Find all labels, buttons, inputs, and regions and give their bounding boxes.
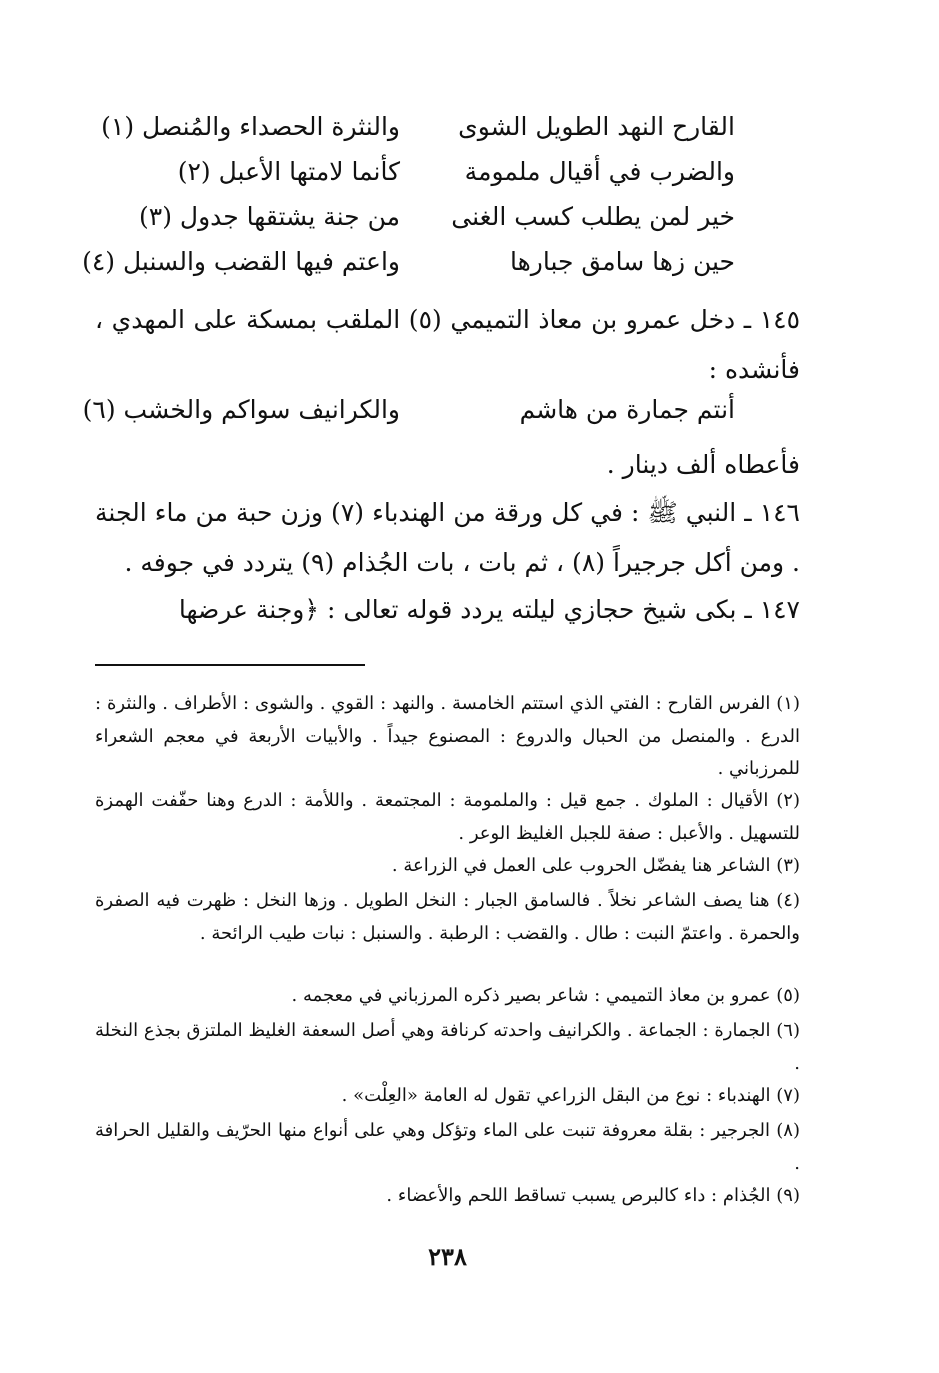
entry-145: ١٤٥ ـ دخل عمرو بن معاذ التميمي (٥) الملقب بمسكة على المهدي ، فأنشده :	[95, 305, 801, 384]
verse-line	[95, 202, 735, 242]
verse-second-hemistich: والنثرة الحصداء والمُنصل (١)	[101, 112, 400, 141]
verse-second-hemistich: كأنما لامتها الأعبل (٢)	[177, 157, 400, 186]
verse-first-hemistich: أنتم جمارة من هاشم	[519, 395, 735, 424]
verse-second-hemistich: والكرانيف سواكم والخشب (٦)	[82, 395, 400, 424]
footnote-8: (٨) الجرجير : بقلة معروفة تنبت على الماء وتؤكل وهي على أنواع منها الحرّيف والقليل الحرافة .	[95, 1120, 800, 1174]
footnote-2: (٢) الأقيال : الملوك . جمع قيل : والملمومة : المجتمعة . واللأمة : الدرع وهنا حفّفت الهمزة للتسهيل . والأعبل : صفة للجبل الغليظ الوعر .	[95, 790, 800, 844]
footnote-7: (٧) الهندباء : نوع من البقل الزراعي تقول له العامة «العِلْت» .	[341, 1085, 800, 1106]
verse-second-hemistich: واعتم فيها القضب والسنبل (٤)	[82, 247, 400, 276]
verse-line	[82, 247, 735, 287]
footnote-1: (١) الفرس القارح : الفتي الذي استتم الخامسة . والنهد : القوي . والشوى : الأطراف . والنثرة : الدرع . والمنصل من الحبال والدروع : المصنوع جيداً . والأبيات الأربعة في معجم الشعراء للمرزباني .	[95, 693, 800, 779]
verse-first-hemistich: القارح النهد الطويل الشوى	[458, 112, 735, 141]
entry-147: ١٤٧ ـ بكى شيخ حجازي ليلته يردد قوله تعالى : ﴿وجنة عرضها	[178, 595, 800, 624]
verse-line	[95, 157, 735, 197]
entry-146: ١٤٦ ـ النبي ﷺ : في كل ورقة من الهندباء (٧) وزن حبة من ماء الجنة . ومن أكل جرجيراً (٨) ، ثم بات ، بات الجُذام (٩) يتردد في جوفه .	[95, 498, 800, 577]
footnote-separator	[95, 664, 365, 666]
verse-first-hemistich: والضرب في أقيال ملمومة	[464, 157, 735, 186]
verse-line	[82, 395, 735, 435]
verse-first-hemistich: خير لمن يطلب كسب الغنى	[451, 202, 735, 231]
book-page	[82, 90, 801, 1310]
footnote-4: (٤) هنا يصف الشاعر نخلاً . فالسامق الجبار : النخل الطويل . وزها النخل : ظهرت فيه الصفرة والحمرة . واعتمّ النبت : طال . والقضب : الرطبة . والسنبل : نبات طيب الرائحة .	[95, 890, 800, 944]
verse-second-hemistich: من جنة يشتقها جدول (٣)	[139, 202, 400, 231]
footnote-9: (٩) الجُذام : داء كالبرص يسبب تساقط اللحم والأعضاء .	[386, 1185, 800, 1206]
footnote-6: (٦) الجمارة : الجماعة . والكرانيف واحدته كرنافة وهي أصل السعفة الغليظ الملتزق بجذع النخلة .	[95, 1020, 800, 1074]
verse-first-hemistich: حين زها سامق جبارها	[509, 247, 735, 276]
page-number: ٢٣٨	[428, 1242, 467, 1271]
entry-145-conclusion: فأعطاه ألف دينار .	[606, 450, 800, 479]
footnote-3: (٣) الشاعر هنا يفضّل الحروب على العمل في الزراعة .	[391, 855, 800, 876]
footnote-5: (٥) عمرو بن معاذ التميمي : شاعر بصير ذكره المرزباني في معجمه .	[291, 985, 800, 1006]
verse-line	[95, 112, 735, 152]
